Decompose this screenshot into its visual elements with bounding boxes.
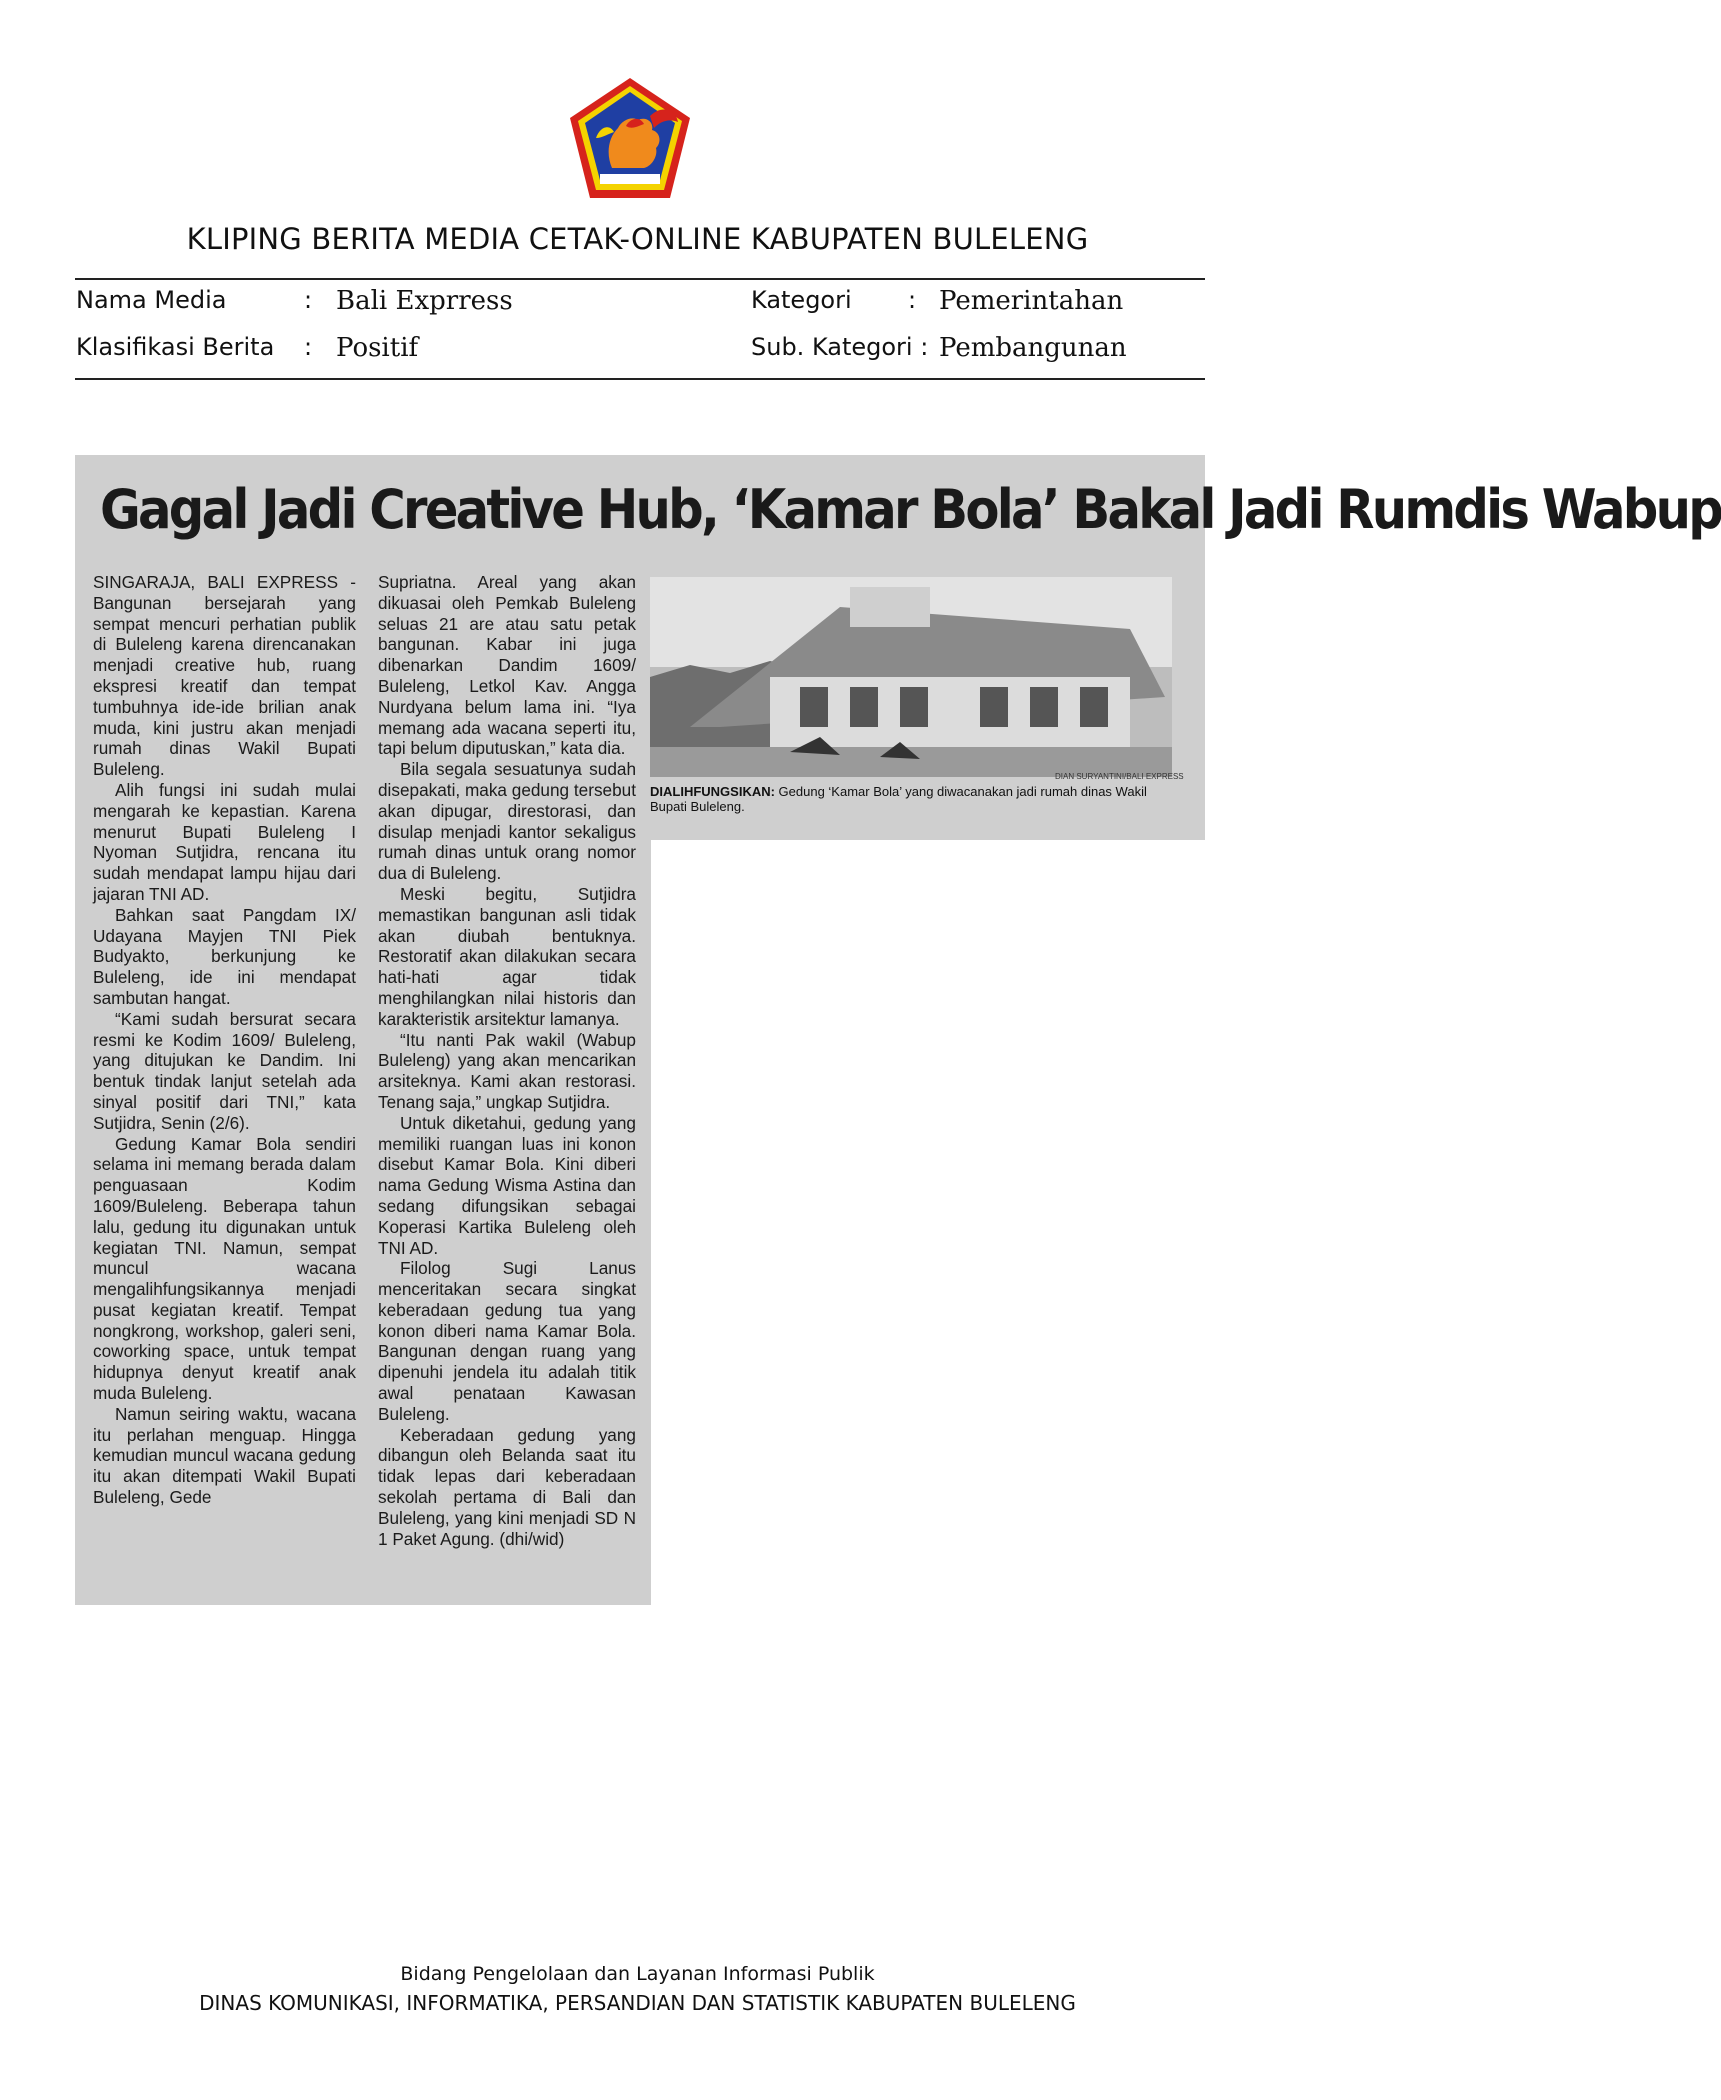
photo-credit: DIAN SURYANTINI/BALI EXPRESS: [1055, 772, 1184, 781]
klasifikasi-separator: :: [304, 333, 313, 361]
paragraph: Gedung Kamar Bola sendiri selama ini memang berada dalam penguasaan Kodim 1609/Buleleng. Beberapa tahun lalu, gedung itu digunakan untuk kegiatan TNI. Namun, sempat muncul wacana mengalihfungsikannya menjadi pusat kegiatan kreatif. Tempat nongkrong, workshop, galeri seni, coworking space, untuk tempat hidupnya denyut kreatif anak muda Buleleng.: [93, 1133, 356, 1404]
paragraph: Filolog Sugi Lanus menceritakan secara singkat keberadaan gedung tua yang konon diberi nama Kamar Bola. Bangunan dengan ruang yang dipenuhi jendela itu adalah titik awal penataan Kawasan Buleleng.: [378, 1258, 636, 1424]
paragraph: Keberadaan gedung yang dibangun oleh Belanda saat itu tidak lepas dari keberadaan sekolah pertama di Bali dan Buleleng, yang kini menjadi SD N 1 Paket Agung. (dhi/wid): [378, 1424, 636, 1549]
kategori-label: Kategori: [751, 286, 852, 314]
paragraph: Untuk diketahui, gedung yang memiliki ruangan luas ini konon disebut Kamar Bola. Kini diberi nama Gedung Wisma Astina dan sedang difungsikan sebagai Koperasi Kartika Buleleng oleh TNI AD.: [378, 1112, 636, 1258]
klasifikasi-value: Positif: [336, 333, 419, 363]
paragraph: “Itu nanti Pak wakil (Wabup Buleleng) yang akan mencarikan arsiteknya. Kami akan restorasi. Tenang saja,” ungkap Sutjidra.: [378, 1029, 636, 1112]
media-label: Nama Media: [76, 286, 227, 314]
footer-line-2: DINAS KOMUNIKASI, INFORMATIKA, PERSANDIAN DAN STATISTIK KABUPATEN BULELENG: [199, 1991, 1076, 2015]
sub-kategori-value: Pembangunan: [939, 333, 1127, 363]
article-column-1: [93, 572, 356, 1508]
page-title: KLIPING BERITA MEDIA CETAK-ONLINE KABUPATEN BULELENG: [186, 222, 1089, 256]
kategori-separator: :: [908, 286, 917, 314]
caption-text: Gedung ‘Kamar Bola’ yang diwacanakan jadi rumah dinas Wakil Bupati Buleleng.: [650, 784, 1147, 814]
klasifikasi-label: Klasifikasi Berita: [76, 333, 275, 361]
building-photo: [650, 577, 1172, 777]
kategori-value: Pemerintahan: [939, 286, 1124, 316]
media-value: Bali Exprress: [336, 286, 513, 316]
top-divider: [75, 278, 1205, 280]
article-column-2: [378, 572, 636, 1549]
media-separator: :: [304, 286, 313, 314]
paragraph: Supriatna. Areal yang akan dikuasai oleh Pemkab Buleleng seluas 21 are atau satu petak bangunan. Kabar ini juga dibenarkan Dandim 1609/ Buleleng, Letkol Kav. Angga Nurdyana belum lama ini. “Iya memang ada wacana seperti itu, tapi belum diputuskan,” kata dia.: [378, 572, 636, 759]
article-headline: Gagal Jadi Creative Hub, ‘Kamar Bola’ Bakal Jadi Rumdis Wabup: [100, 478, 1721, 541]
caption-lead: DIALIHFUNGSIKAN:: [650, 784, 775, 799]
paragraph: Meski begitu, Sutjidra memastikan bangunan asli tidak akan diubah bentuknya. Restoratif akan dilakukan secara hati-hati agar tidak menghilangkan nilai historis dan karakteristik arsitektur lamanya.: [378, 883, 636, 1029]
paragraph: Bahkan saat Pangdam IX/ Udayana Mayjen TNI Piek Budyakto, berkunjung ke Buleleng, ide ini mendapat sambutan hangat.: [93, 904, 356, 1008]
paragraph: Bila segala sesuatunya sudah disepakati, maka gedung tersebut akan dipugar, direstorasi, dan disulap menjadi kantor sekaligus rumah dinas untuk orang nomor dua di Buleleng.: [378, 759, 636, 884]
sub-kategori-label: Sub. Kategori :: [751, 333, 929, 361]
paragraph: SINGARAJA, BALI EXPRESS - Bangunan bersejarah yang sempat mencuri perhatian publik di Buleleng karena direncanakan menjadi creative hub, ruang ekspresi kreatif dan tempat tumbuhnya ide-ide brilian anak muda, kini justru akan menjadi rumah dinas Wakil Bupati Buleleng.: [93, 572, 356, 780]
bottom-divider: [75, 378, 1205, 380]
photo-caption: [650, 784, 1180, 814]
footer-line-1: Bidang Pengelolaan dan Layanan Informasi Publik: [400, 1963, 875, 1985]
paragraph: “Kami sudah bersurat secara resmi ke Kodim 1609/ Buleleng, yang ditujukan ke Dandim. Ini bentuk tindak lanjut setelah ada sinyal positif dari TNI,” kata Sutjidra, Senin (2/6).: [93, 1008, 356, 1133]
singa-ambara-raja-emblem-icon: [566, 76, 694, 200]
paragraph: Alih fungsi ini sudah mulai mengarah ke kepastian. Karena menurut Bupati Buleleng I Nyoman Sutjidra, rencana itu sudah mendapat lampu hijau dari jajaran TNI AD.: [93, 779, 356, 904]
paragraph: Namun seiring waktu, wacana itu perlahan menguap. Hingga kemudian muncul wacana gedung itu akan ditempati Wakil Bupati Buleleng, Gede: [93, 1403, 356, 1508]
